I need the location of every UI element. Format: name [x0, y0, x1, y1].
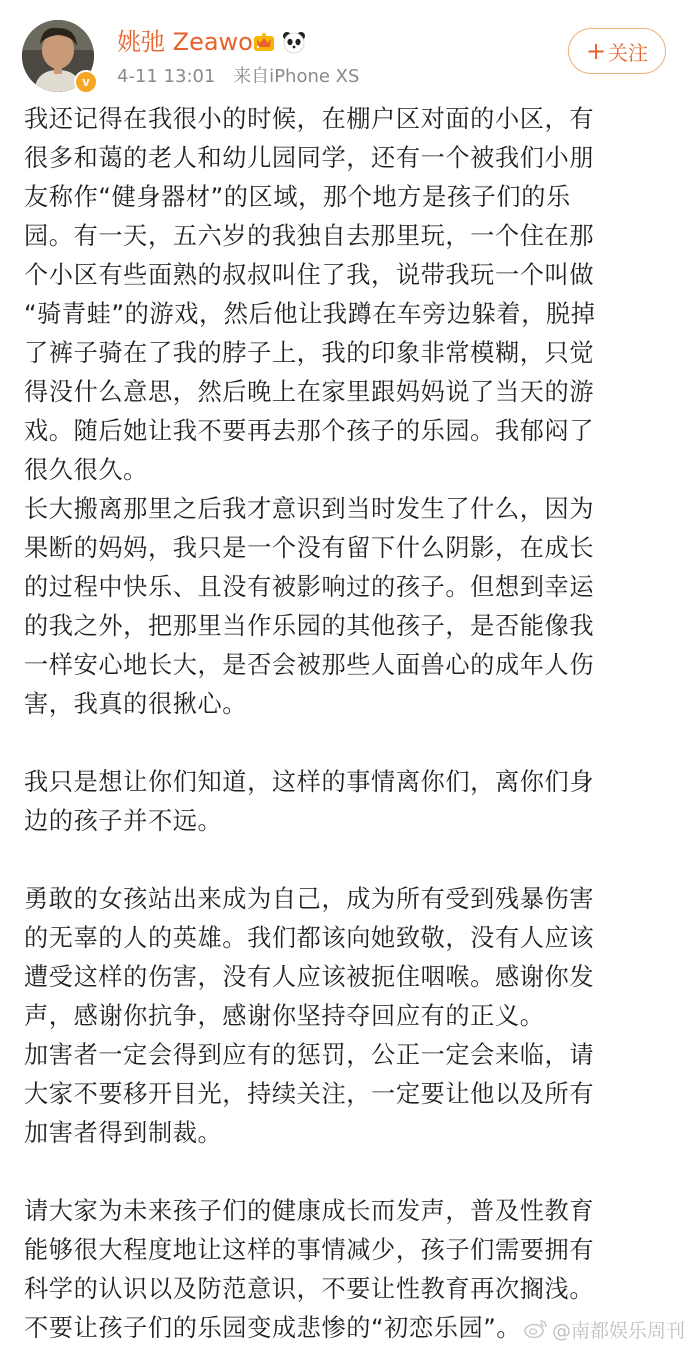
post-text-line: 很多和蔼的老人和幼儿园同学，还有一个被我们小朋 — [24, 144, 595, 172]
post-text-line: 我只是想让你们知道，这样的事情离你们，离你们身 — [24, 768, 595, 796]
author-name[interactable]: 姚弛 Zeawo — [117, 28, 253, 56]
post-text-line: 果断的妈妈，我只是一个没有留下什么阴影，在成长 — [24, 534, 595, 562]
post-header — [0, 0, 690, 100]
post-text-line: 不要让孩子们的乐园变成悲惨的“初恋乐园”。 — [24, 1314, 522, 1342]
post-text-line: 一样安心地长大，是否会被那些人面兽心的成年人伤 — [24, 651, 595, 679]
panda-icon — [282, 30, 306, 54]
plus-icon: + — [585, 37, 607, 65]
post-source: 来自iPhone XS — [233, 66, 360, 87]
post-content — [24, 100, 668, 1348]
verified-badge: v — [74, 70, 98, 94]
post-text-line: 声，感谢你抗争，感谢你坚持夺回应有的正义。 — [24, 1002, 545, 1030]
watermark-text: @南都娱乐周刊 — [552, 1319, 686, 1342]
post-text-line: 很久很久。 — [24, 456, 148, 484]
post-text-line: 加害者得到制裁。 — [24, 1119, 223, 1147]
post-text-line: 了裤子骑在了我的脖子上，我的印象非常模糊，只觉 — [24, 339, 595, 367]
post-text-line: 边的孩子并不远。 — [24, 807, 223, 835]
post-text-line: 戏。随后她让我不要再去那个孩子的乐园。我郁闷了 — [24, 417, 595, 445]
post-text-line: 长大搬离那里之后我才意识到当时发生了什么，因为 — [24, 495, 595, 523]
post-text-line: 的无辜的人的英雄。我们都该向她致敬，没有人应该 — [24, 924, 595, 952]
post-text-line: 个小区有些面熟的叔叔叫住了我，说带我玩一个叫做 — [24, 261, 595, 289]
post-text-line: 大家不要移开目光，持续关注，一定要让他以及所有 — [24, 1080, 595, 1108]
paragraph-gap — [24, 1153, 668, 1192]
post-text-line: 友称作“健身器材”的区域，那个地方是孩子们的乐 — [24, 183, 571, 211]
weibo-logo-icon — [524, 1319, 548, 1339]
follow-button[interactable] — [568, 28, 666, 74]
paragraph-gap — [24, 724, 668, 763]
post-text-line: 的过程中快乐、且没有被影响过的孩子。但想到幸运 — [24, 573, 595, 601]
post-text-line: 加害者一定会得到应有的惩罚，公正一定会来临，请 — [24, 1041, 595, 1069]
post-text-line: 得没什么意思，然后晚上在家里跟妈妈说了当天的游 — [24, 378, 595, 406]
paragraph-gap — [24, 841, 668, 880]
post-text-line: 害，我真的很揪心。 — [24, 690, 248, 718]
follow-button-label: 关注 — [608, 40, 649, 65]
post-text-line: 科学的认识以及防范意识，不要让性教育再次搁浅。 — [24, 1275, 595, 1303]
vip-crown-icon — [252, 30, 276, 54]
post-text-line: 我还记得在我很小的时候，在棚户区对面的小区，有 — [24, 105, 595, 133]
user-badges — [252, 28, 306, 56]
post-text-line: 请大家为未来孩子们的健康成长而发声，普及性教育 — [24, 1197, 595, 1225]
post-text-line: “骑青蛙”的游戏，然后他让我蹲在车旁边躲着，脱掉 — [24, 300, 596, 328]
post-text-line: 遭受这样的伤害，没有人应该被扼住咽喉。感谢你发 — [24, 963, 595, 991]
post-text-line: 的我之外，把那里当作乐园的其他孩子，是否能像我 — [24, 612, 595, 640]
post-meta — [117, 64, 359, 90]
post-text-line: 能够很大程度地让这样的事情减少，孩子们需要拥有 — [24, 1236, 595, 1264]
post-text-line: 勇敢的女孩站出来成为自己，成为所有受到残暴伤害 — [24, 885, 595, 913]
watermark — [524, 1316, 685, 1342]
post-time: 4-11 13:01 — [117, 66, 216, 87]
post-text-line: 园。有一天，五六岁的我独自去那里玩，一个住在那 — [24, 222, 595, 250]
